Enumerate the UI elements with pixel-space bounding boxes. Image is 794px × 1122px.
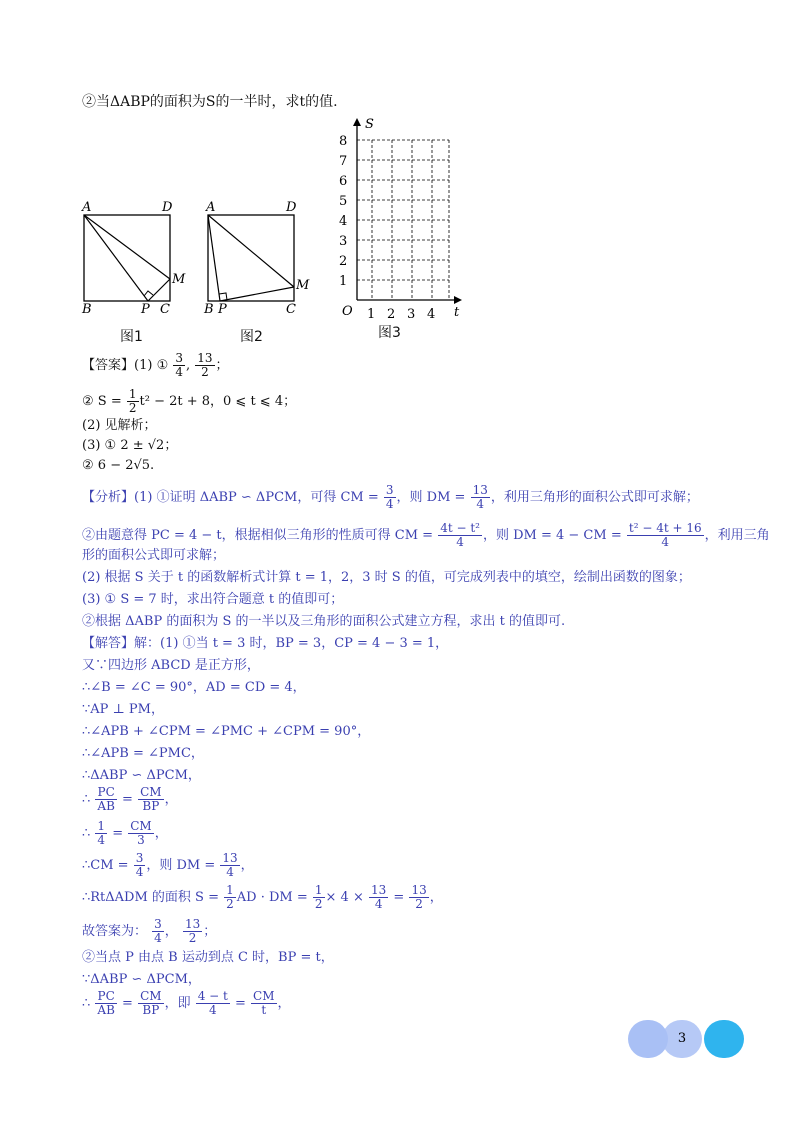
fraction: $\frac{\text{t² − 4t + 16}}{4}$ [628, 521, 702, 549]
y-tick-label: 6 [339, 174, 348, 189]
solution-line-2: 又∵四边形 ABCD 是正方形， [82, 658, 260, 673]
fraction: $\frac{13}{4}$ [222, 851, 238, 879]
fig1-label-A: A [82, 200, 92, 215]
solution-line-11: ∴RtΔADM 的面积 S = $\frac{1}{2}$ AD · DM = $\frac{1}{2}$ × 4 × $\frac{13}{4}$ = $\frac{13}{2}$ ， [82, 883, 443, 911]
y-tick-label: 8 [339, 134, 348, 149]
fraction: $\frac{1}{2}$ [314, 883, 323, 911]
fraction: $\frac{1}{2}$ [128, 387, 137, 415]
y-tick-label: 4 [339, 214, 348, 229]
analysis-line-3: 形的面积公式即可求解； [82, 548, 226, 563]
solution-line-3: ∴∠B = ∠C = 90°，AD = CD = 4， [82, 680, 306, 695]
analysis-line-5: (3) ① S = 7 时，求出符合题意 t 的值即可； [82, 592, 344, 607]
solution-line-9: ∴ $\frac{1}{4}$ = $\frac{CM}{3}$ ， [82, 819, 168, 847]
solution-line-4: ∵AP ⊥ PM， [82, 702, 164, 717]
fig3-caption: 图3 [378, 325, 401, 341]
analysis-tag: 【分析】 [82, 490, 135, 505]
fraction: $\frac{PC}{AB}$ [97, 785, 115, 813]
analysis-line-4: (2) 根据 S 关于 t 的函数解析式计算 t = 1，2，3 时 S 的值，可完成列表中的填空，绘制出函数的图象； [82, 570, 691, 585]
fig2-label-D: D [286, 200, 297, 215]
solution-line-15: ∴ $\frac{PC}{AB}$ = $\frac{CM}{BP}$ ，即 $\frac{4 - t}{4}$ = $\frac{CM}{t}$ ， [82, 989, 291, 1017]
y-tick-label: 7 [339, 154, 348, 169]
y-tick-label: 2 [339, 254, 348, 269]
solution-line-6: ∴∠APB = ∠PMC， [82, 746, 204, 761]
answer-line-2 [82, 388, 296, 415]
answer-line-3: (2) 见解析； [82, 418, 157, 433]
solution-line-12: 故答案为： $\frac{3}{4}$ ， $\frac{13}{2}$ ； [82, 917, 217, 945]
answer-1-end: ； [215, 358, 229, 373]
solution-line-13: ②当点 P 由点 B 运动到点 C 时，BP = t， [82, 950, 334, 965]
page-number: 3 [677, 1031, 687, 1046]
solution-line-8: ∴ $\frac{PC}{AB}$ = $\frac{CM}{BP}$ ， [82, 785, 178, 813]
fraction: $\frac{CM}{3}$ [130, 819, 152, 847]
figure-3-grid [330, 112, 470, 322]
fraction: $\frac{3}{4}$ [175, 351, 183, 379]
fig1-label-D: D [162, 200, 173, 215]
x-tick-label: 3 [407, 307, 416, 322]
fig1-caption: 图1 [120, 329, 143, 345]
fig1-label-P: P [141, 302, 150, 317]
answer-1-prefix: (1) ① [134, 358, 169, 373]
fig1-label-C: C [160, 302, 170, 317]
x-tick-label: 1 [367, 307, 376, 322]
y-tick-label: 1 [339, 274, 348, 289]
fig2-label-A: A [206, 200, 216, 215]
fraction: $\frac{13}{4}$ [472, 483, 488, 511]
fraction: $\frac{1}{4}$ [97, 819, 106, 847]
answer-2-post: t² − 2t + 8，0 ⩽ t ⩽ 4； [139, 394, 297, 409]
page-badge-right-circle [704, 1020, 744, 1058]
y-tick-label: 5 [339, 194, 348, 209]
fraction: $\frac{CM}{BP}$ [140, 785, 162, 813]
fig2-caption: 图2 [240, 329, 263, 345]
answer-line-4: (3) ① 2 ± √2； [82, 438, 178, 453]
fraction: $\frac{\text{4t − t²}}{4}$ [440, 521, 480, 549]
fraction: $\frac{3}{4}$ [135, 851, 144, 879]
page-number-badge [628, 1018, 744, 1060]
analysis-line-2: ②由题意得 PC = 4 − t，根据相似三角形的性质可得 CM = $\frac{\text{4t − t²}}{4}$ ，则 DM = 4 − CM = $\frac{\text{t² − 4t + 16}}{4}$ ，利用三角 [82, 521, 770, 549]
fig2-label-M: M [296, 278, 310, 293]
fraction: $\frac{3}{4}$ [385, 483, 394, 511]
fig2-label-C: C [286, 302, 296, 317]
x-tick-label: 4 [427, 307, 436, 322]
fraction: $\frac{1}{2}$ [226, 883, 234, 911]
answer-line-1: 【答案】(1) ① $\frac{3}{4}$ , $\frac{13}{2}$ ； [82, 351, 229, 379]
figure-1 [78, 195, 188, 320]
fig1-label-M: M [172, 272, 186, 287]
solution-line-1: 【解答】解：(1) ①当 t = 3 时，BP = 3，CP = 4 − 3 = 1， [82, 636, 449, 651]
x-tick-label: 2 [387, 307, 396, 322]
fraction: $\frac{PC}{AB}$ [97, 989, 115, 1017]
fig2-label-B: B [204, 302, 214, 317]
fraction: $\frac{13}{2}$ [197, 351, 213, 379]
answer-line-5: ② 6 − 2√5. [82, 458, 155, 473]
fig1-label-B: B [82, 302, 92, 317]
fraction: $\frac{3}{4}$ [154, 917, 162, 945]
analysis-line-6: ②根据 ΔABP 的面积为 S 的一半以及三角形的面积公式建立方程，求出 t 的值即可. [82, 614, 566, 629]
fraction: $\frac{13}{2}$ [184, 917, 201, 945]
solution-line-7: ∴ΔABP ∽ ΔPCM， [82, 768, 201, 783]
solution-line-10: ∴CM = $\frac{3}{4}$ ，则 DM = $\frac{13}{4}$ ， [82, 851, 254, 879]
analysis-line-1: 【分析】(1) ①证明 ΔABP ∽ ΔPCM，可得 CM = $\frac{3}{4}$ ，则 DM = $\frac{13}{4}$ ，利用三角形的面积公式即可求解； [82, 483, 699, 511]
fraction: $\frac{CM}{BP}$ [140, 989, 162, 1017]
solution-line-14: ∵ΔABP ∽ ΔPCM， [82, 972, 201, 987]
question-part2: ②当ΔABP的面积为S的一半时，求t的值. [82, 94, 338, 110]
fraction: $\frac{4 - t}{4}$ [197, 989, 228, 1017]
solution-tag: 【解答】 [82, 636, 135, 651]
answer-tag: 【答案】 [82, 358, 135, 373]
fraction: $\frac{13}{4}$ [371, 883, 387, 911]
fig3-y-axis-label: S [365, 117, 374, 132]
fig2-label-P: P [218, 302, 227, 317]
y-tick-label: 3 [339, 234, 348, 249]
fig3-x-axis-label: t [454, 305, 460, 320]
fraction: $\frac{CM}{t}$ [253, 989, 275, 1017]
fig3-origin-label: O [342, 304, 353, 319]
fraction: $\frac{13}{2}$ [411, 883, 427, 911]
solution-line-5: ∴∠APB + ∠CPM = ∠PMC + ∠CPM = 90°， [82, 724, 371, 739]
answer-2-prefix: ② S = [82, 394, 122, 409]
figure-2 [202, 195, 312, 320]
